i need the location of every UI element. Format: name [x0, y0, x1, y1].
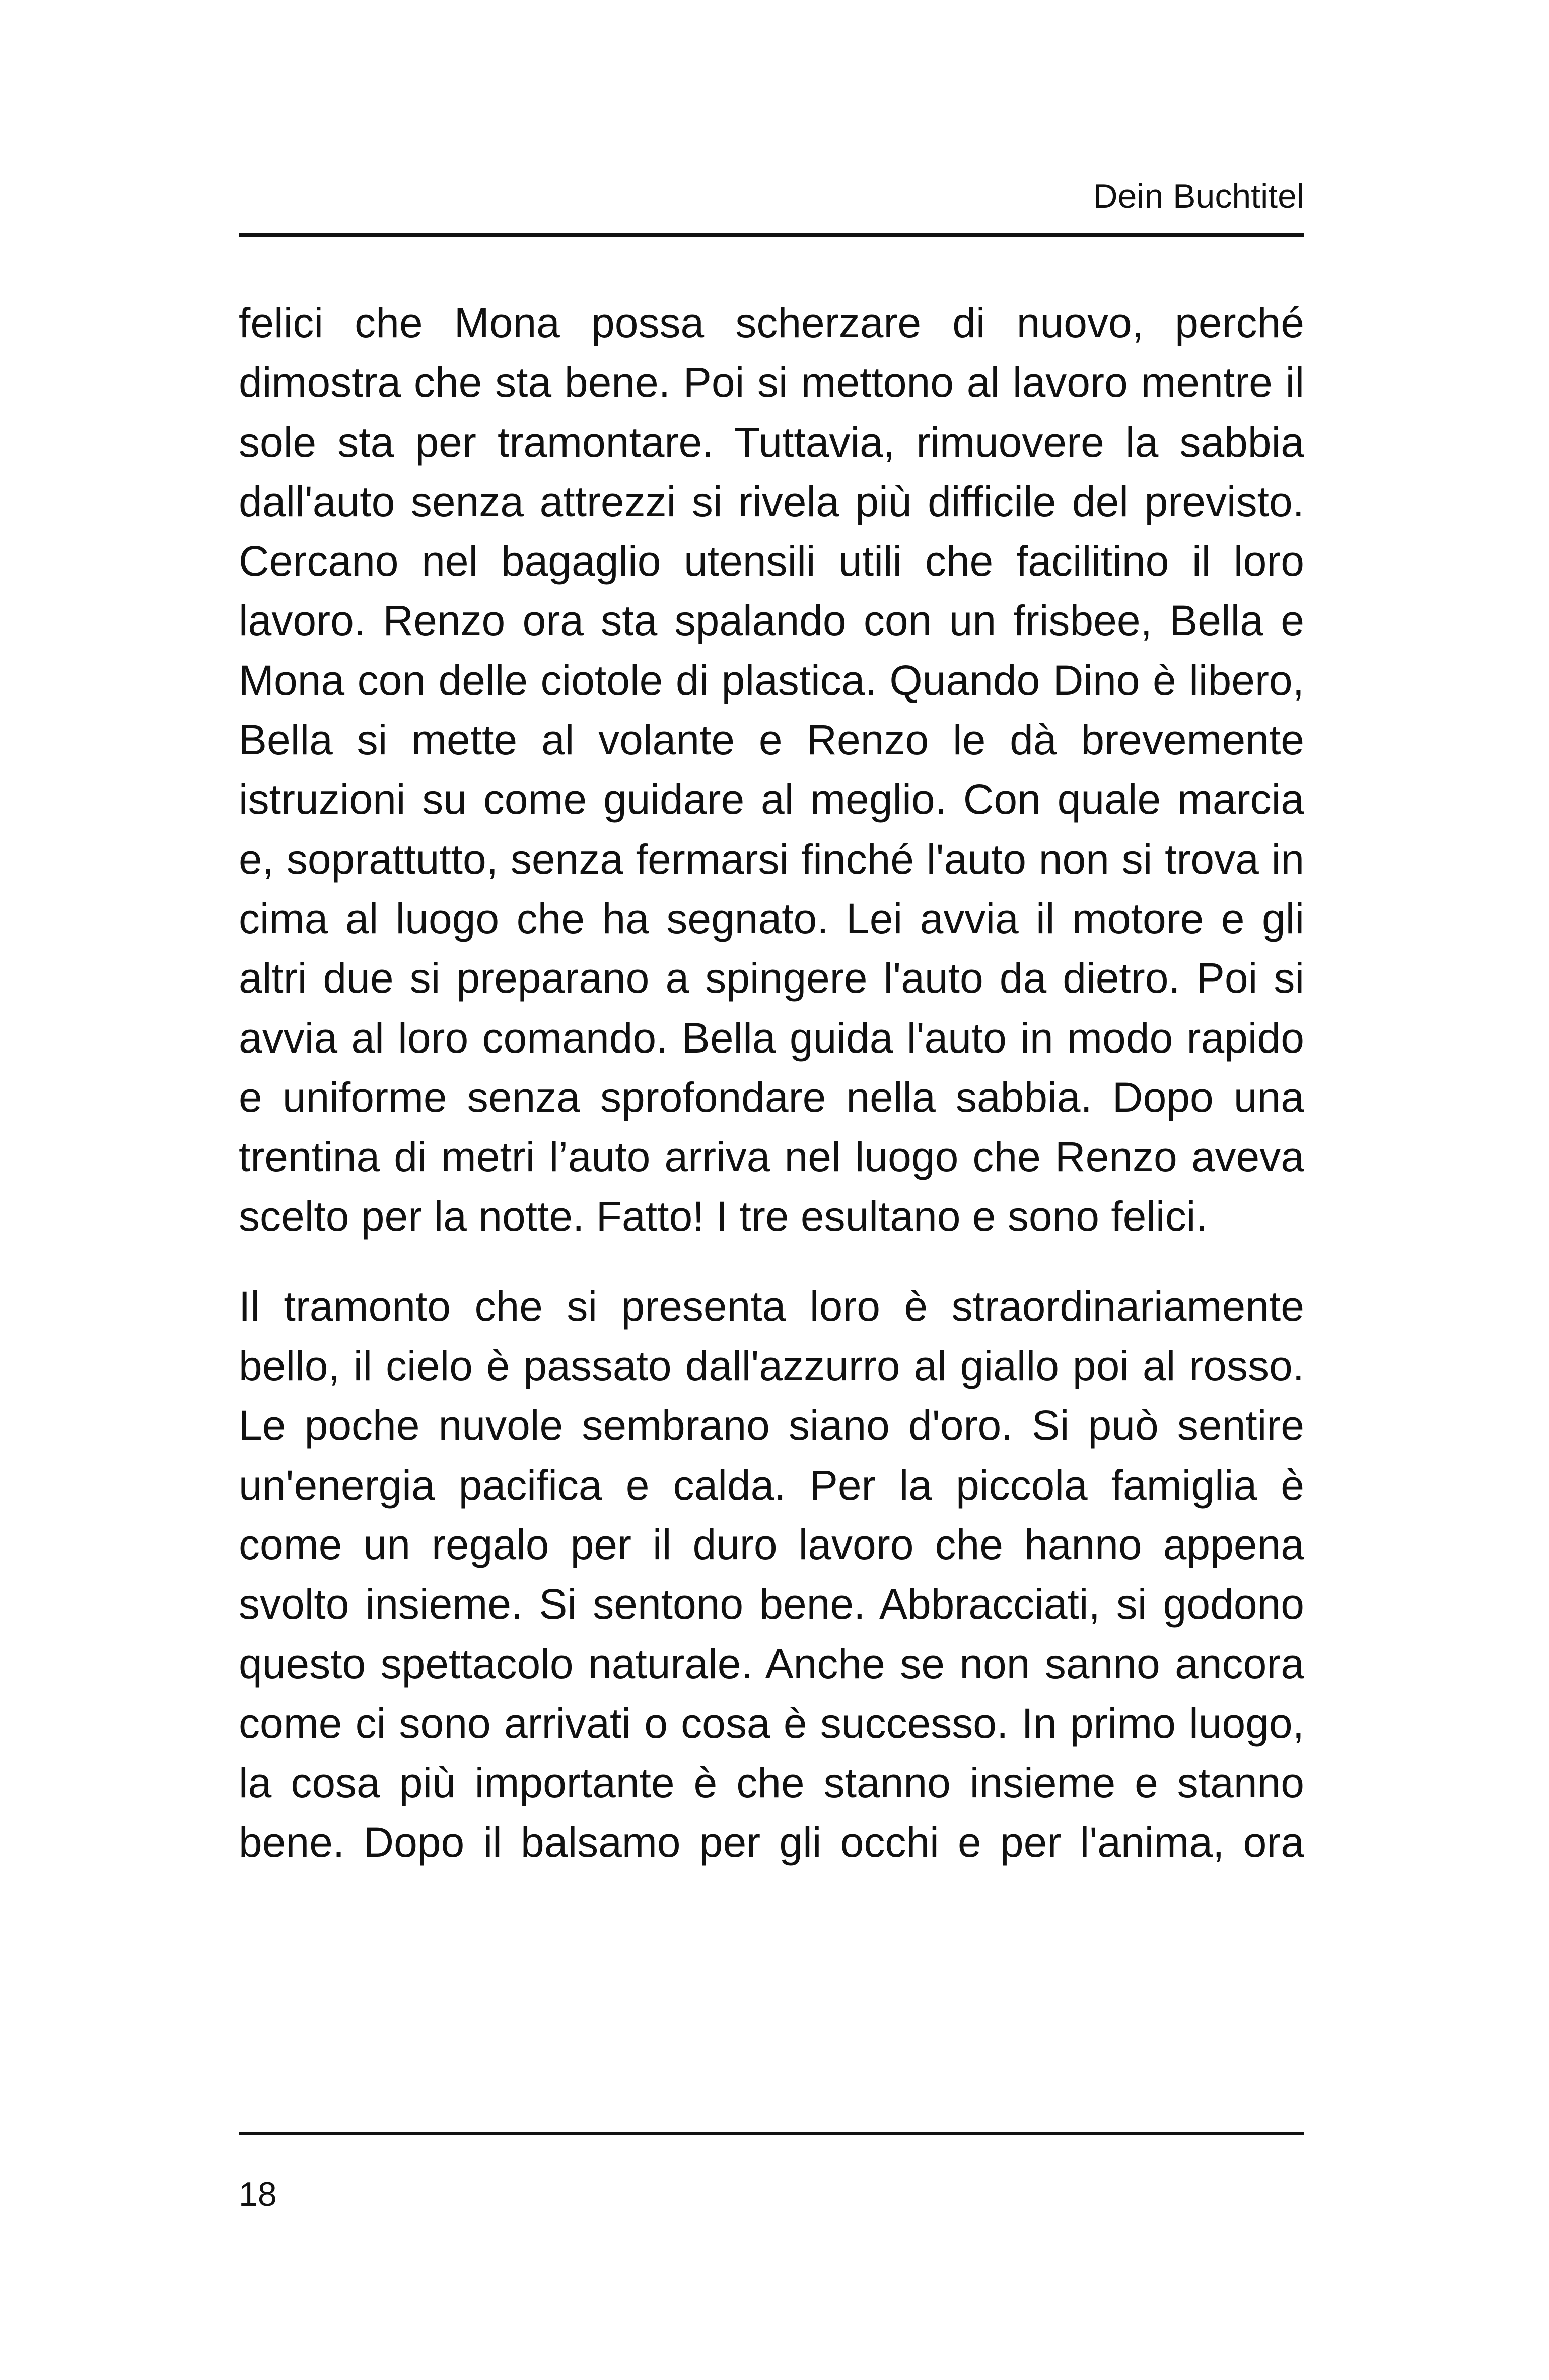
page-number: 18 — [239, 2175, 277, 2213]
running-head: Dein Buchtitel — [1093, 177, 1304, 216]
paragraph-2: Il tramonto che si presenta loro è straordinariamente bello, il cielo è passato dall'azzurro al giallo poi al rosso. Le poche nuvole sembrano siano d'oro. Si può sentire un'energia pacifica e calda. Per la piccola famiglia è come un regalo per il duro lavoro che hanno appena svolto insieme. Si sentono bene. Abbracciati, si godono questo spettacolo naturale. Anche se non sanno ancora come ci sono arrivati o cosa è successo. In primo luogo, la cosa più importante è che stanno insieme e stanno bene. Dopo il balsamo per gli occhi e per l'anima, ora — [239, 1282, 1304, 1866]
paragraph-1: felici che Mona possa scherzare di nuovo, perché dimostra che sta bene. Poi si mettono al lavoro mentre il sole sta per tramontare. Tuttavia, rimuovere la sabbia dall'auto senza attrezzi si rivela più difficile del previsto. Cercano nel bagaglio utensili utili che facilitino il loro lavoro. Renzo ora sta spalando con un frisbee, Bella e Mona con delle ciotole di plastica. Quando Dino è libero, Bella si mette al volante e Renzo le dà brevemente istruzioni su come guidare al meglio. Con quale marcia e, soprattutto, senza fermarsi finché l'auto non si trova in cima al luogo che ha segnato. Lei avvia il motore e gli altri due si preparano a spingere l'auto da dietro. Poi si avvia al loro comando. Bella guida l'auto in modo rapido e uniforme senza sprofondare nella sabbia. Dopo una trentina di metri l’auto arriva nel luogo che Renzo aveva scelto per la notte. Fatto! I tre esultano e sono felici. — [239, 299, 1304, 1240]
body-text — [239, 293, 1304, 1872]
footer-rule — [239, 2132, 1304, 2135]
header-rule — [239, 233, 1304, 237]
